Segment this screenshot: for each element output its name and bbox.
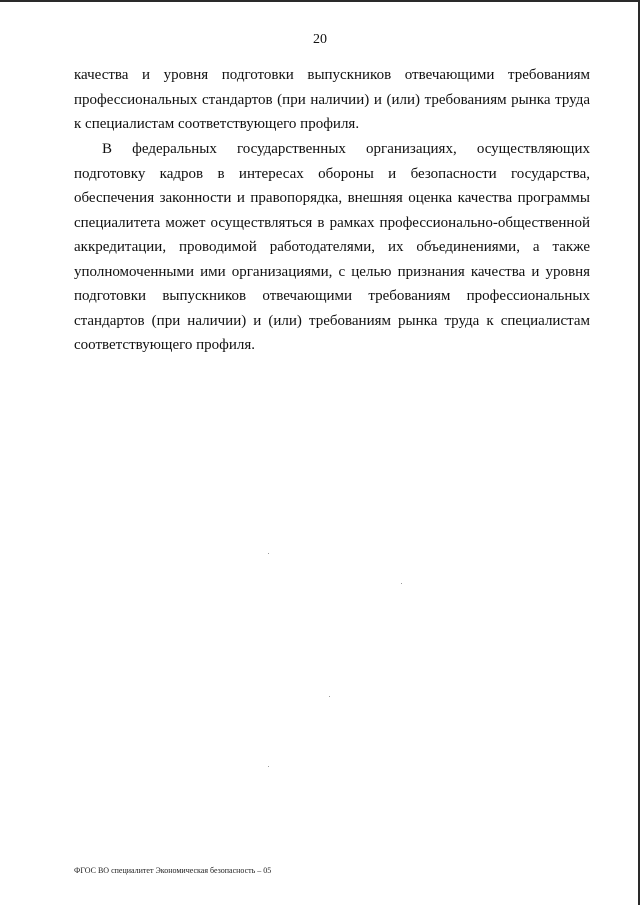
scan-speck [268, 766, 269, 767]
paragraph-line: подготовки выпускников отвечающими требованиям профессиональных [74, 288, 590, 304]
scan-speck [268, 553, 269, 554]
paragraph-line: обеспечения законности и правопорядка, внешняя оценка качества программы [74, 190, 590, 206]
page-edge-top [0, 0, 640, 2]
paragraph-line: специалитета может осуществляться в рамках профессионально-общественной [74, 214, 590, 231]
paragraph-line: профессиональных стандартов (при наличии) и (или) требованиям рынка труда [74, 91, 590, 108]
paragraph-line: подготовку кадров в интересах обороны и безопасности государства, [74, 165, 590, 182]
paragraph-line: стандартов (при наличии) и (или) требованиям рынка труда к специалистам [74, 312, 590, 329]
paragraph-line: аккредитации, проводимой работодателями, их объединениями, а также [74, 239, 590, 255]
paragraph-line: к специалистам соответствующего профиля. [74, 116, 360, 132]
paragraph-2 [74, 137, 590, 358]
scan-speck [401, 583, 402, 584]
page-number: 20 [313, 32, 327, 47]
paragraph-line: соответствующего профиля. [74, 337, 256, 353]
paragraph-line: В федеральных государственных организациях, осуществляющих [102, 141, 590, 157]
paragraph-1 [74, 63, 590, 137]
document-footer: ФГОС ВО специалитет Экономическая безопасность – 05 [74, 866, 272, 875]
paragraph-line: уполномоченными ими организациями, с целью признания качества и уровня [74, 263, 590, 280]
paragraph-line: качества и уровня подготовки выпускников отвечающими требованиям [74, 67, 590, 83]
scan-speck [329, 696, 330, 697]
